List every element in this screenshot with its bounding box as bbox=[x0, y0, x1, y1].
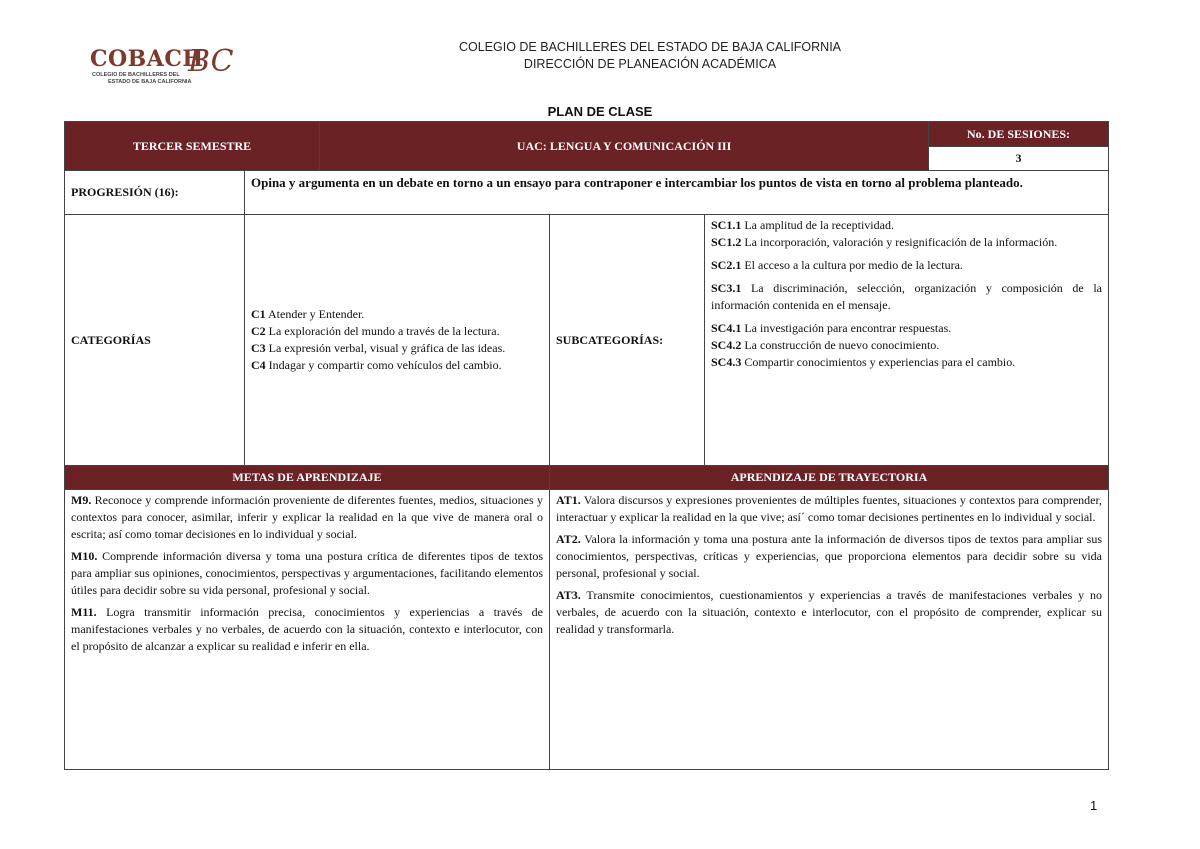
subcategory-item: SC2.1 El acceso a la cultura por medio de la lectura. bbox=[711, 258, 963, 272]
progression-label: PROGRESIÓN (16): bbox=[65, 171, 245, 215]
logo-subtitle-2: ESTADO DE BAJA CALIFORNIA bbox=[108, 79, 192, 85]
logo-subtitle-1: COLEGIO DE BACHILLERES DEL bbox=[92, 72, 180, 78]
page-number: 1 bbox=[1090, 798, 1098, 813]
cobach-logo bbox=[88, 44, 234, 90]
sessions-value: 3 bbox=[929, 147, 1109, 171]
document-title: PLAN DE CLASE bbox=[547, 104, 653, 119]
semester-cell: TERCER SEMESTRE bbox=[65, 122, 320, 171]
category-item: C4 Indagar y compartir como vehículos del cambio. bbox=[251, 358, 502, 372]
subcategory-item: SC3.1 La discriminación, selección, organización y composición de la información contenida en el mensaje. bbox=[711, 281, 1103, 312]
subcategories-list bbox=[705, 215, 1109, 466]
categories-label: CATEGORÍAS bbox=[65, 215, 245, 466]
goals-header: METAS DE APRENDIZAJE bbox=[65, 466, 550, 490]
categories-list bbox=[245, 215, 550, 466]
goals-list bbox=[65, 490, 550, 770]
goal-item: M10. Comprende información diversa y toma una postura crítica de diferentes tipos de textos para ampliar sus opiniones, conocimientos, perspectivas y argumentaciones, facilitando elementos útiles para decidir sobre su vida personal, profesional y social. bbox=[71, 549, 543, 597]
trajectory-list bbox=[550, 490, 1109, 770]
trajectory-item: AT2. Valora la información y toma una postura ante la información de diversos tipos de textos para ampliar sus conocimientos, perspectivas, críticas y experiencias, que proporciona elementos para decidir sobre su vida personal, profesional y social. bbox=[556, 532, 1103, 580]
lesson-plan-table bbox=[64, 121, 1109, 770]
subcategory-item: SC1.1 La amplitud de la receptividad. bbox=[711, 218, 894, 232]
progression-text: Opina y argumenta en un debate en torno a un ensayo para contraponer e intercambiar los puntos de vista en torno al problema planteado. bbox=[245, 171, 1109, 215]
trajectory-header: APRENDIZAJE DE TRAYECTORIA bbox=[550, 466, 1109, 490]
subcategory-item: SC4.2 La construcción de nuevo conocimiento. bbox=[711, 338, 940, 352]
logo-wordmark: COBACH bbox=[90, 46, 204, 72]
subcategory-item: SC4.1 La investigación para encontrar respuestas. bbox=[711, 321, 952, 335]
trajectory-item: AT1. Valora discursos y expresiones provenientes de múltiples fuentes, situaciones y contextos para comprender, interactuar y explicar la realidad en la que vive; así´ como tomar decisiones pertinentes en lo individual y social. bbox=[556, 493, 1103, 524]
subcategory-item: SC4.3 Compartir conocimientos y experiencias para el cambio. bbox=[711, 355, 1016, 369]
goal-item: M11. Logra transmitir información precisa, conocimientos y experiencias a través de manifestaciones verbales y no verbales, de acuerdo con la situación, contexto e interlocutor, con el propósito de alcanzar a explicar su realidad e inferir en ella. bbox=[71, 605, 543, 653]
subcategory-item: SC1.2 La incorporación, valoración y resignificación de la información. bbox=[711, 235, 1058, 249]
trajectory-item: AT3. Transmite conocimientos, cuestionamientos y experiencias a través de manifestaciones verbales y no verbales, de acuerdo con la situación, contexto e interlocutor, con el propósito de comprender, explicar su realidad y transformarla. bbox=[556, 588, 1103, 636]
logo-bc-script: BC bbox=[188, 44, 234, 79]
subcategories-label: SUBCATEGORÍAS: bbox=[550, 215, 705, 466]
category-item: C1 Atender y Entender. bbox=[251, 307, 365, 321]
uac-cell: UAC: LENGUA Y COMUNICACIÓN III bbox=[320, 122, 929, 171]
category-item: C3 La expresión verbal, visual y gráfica de las ideas. bbox=[251, 341, 506, 355]
institution-name: COLEGIO DE BACHILLERES DEL ESTADO DE BAJA CALIFORNIA bbox=[458, 40, 842, 54]
department-name: DIRECCIÓN DE PLANEACIÓN ACADÉMICA bbox=[523, 57, 777, 71]
sessions-label: No. DE SESIONES: bbox=[929, 122, 1109, 147]
goal-item: M9. Reconoce y comprende información proveniente de diferentes fuentes, medios, situaciones y contextos para conocer, asimilar, inferir y explicar la realidad en la que vive de manera oral o escrita; así como tomar decisiones en lo individual y social. bbox=[71, 493, 543, 541]
category-item: C2 La exploración del mundo a través de la lectura. bbox=[251, 324, 500, 338]
